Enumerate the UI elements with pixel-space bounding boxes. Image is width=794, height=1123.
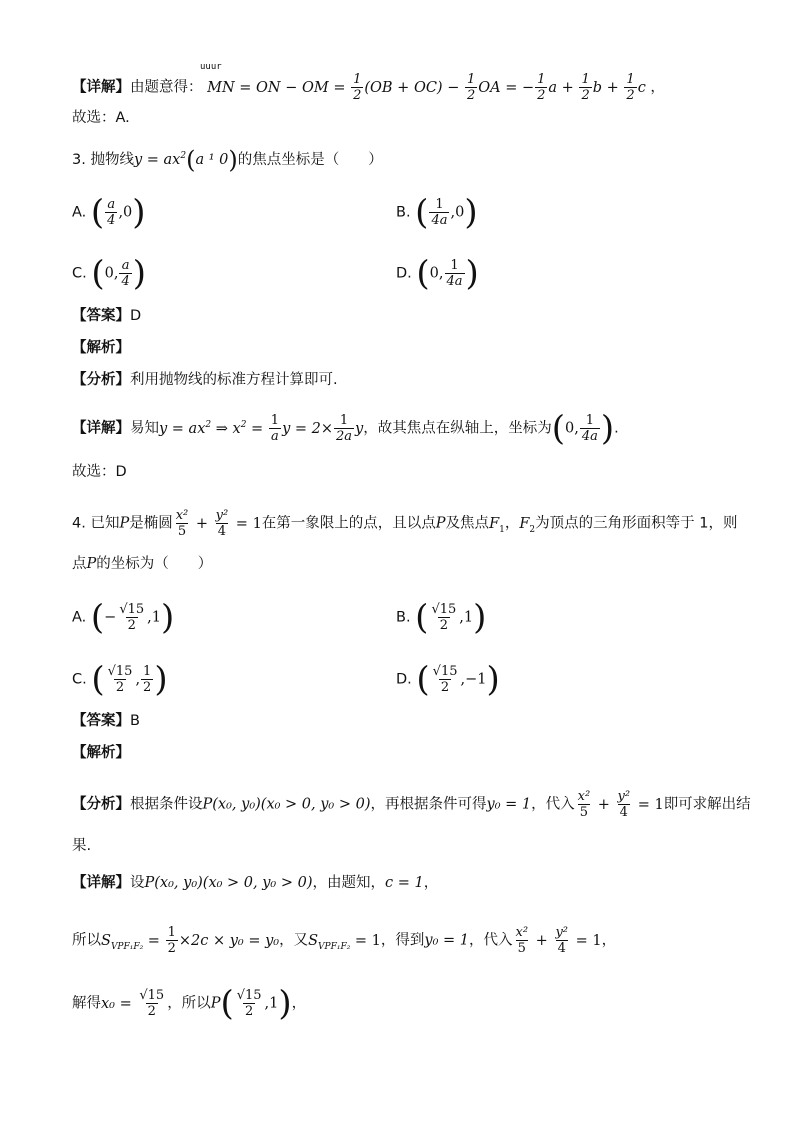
q3-answer <box>72 306 141 326</box>
vec-oa: OA <box>478 79 501 96</box>
fraction: $\frac{1}{2}$ <box>581 72 590 103</box>
choice-line-1 <box>72 108 130 128</box>
stem-text: 在第一象限上的点，且以点 <box>261 515 436 532</box>
q3-option-c[interactable]: C. (0, $\frac{a}{4}$ ) <box>72 253 146 294</box>
vec-on: ON <box>256 79 281 96</box>
detail-text: 解得 <box>72 995 101 1012</box>
stem-text: 为顶点的三角形面积等于 1，则 <box>535 515 738 532</box>
parabola-formula: $y = ax^2$ <box>133 151 187 168</box>
eq-sign: = <box>328 79 351 96</box>
q3-choice <box>72 462 127 482</box>
fenxi-text: 利用抛物线的标准方程计算即可. <box>130 372 338 388</box>
question-4-stem-2: 点P的坐标为（ ） <box>72 556 213 572</box>
q4-option-d[interactable]: D. ( $\frac{√15}{2}$ ,−1) <box>396 659 500 700</box>
fenxi-text: ，再根据条件可得 <box>370 796 487 813</box>
vector-arrow-marks <box>200 62 222 72</box>
detail-tag: 【详解】 <box>72 79 130 96</box>
detail-text: ，故其焦点在纵轴上，坐标为 <box>363 420 552 437</box>
var-a: a <box>548 79 558 96</box>
plus-sign: + <box>602 79 624 96</box>
fraction: $\frac{1}{2}$ <box>466 72 476 103</box>
fenxi-tag: 【分析】 <box>72 372 130 388</box>
q3-option-b[interactable]: B. ( $\frac{1}{4a}$ ,0) <box>396 192 478 233</box>
q3-analysis <box>72 338 130 358</box>
detail-text: 由题意得： <box>130 79 203 96</box>
analysis-tag: 【解析】 <box>72 340 130 356</box>
fenxi-text: 即可求解出结 <box>663 796 751 813</box>
question-number: 3. <box>72 152 86 168</box>
paren-sum: (OB + OC) <box>364 79 443 96</box>
option-label: D. <box>396 671 412 688</box>
q3-fenxi <box>72 370 338 390</box>
q4-detail-3: 解得x₀ = $\frac{√15}{2}$ ，所以P( $\frac{√15}{2}$ ,1)， <box>72 983 307 1024</box>
fenxi-text: ，代入 <box>531 796 575 813</box>
vec-om: OM <box>301 79 329 96</box>
fraction: $\frac{1}{2}$ <box>626 72 635 103</box>
option-label: C. <box>72 265 87 282</box>
q4-answer <box>72 711 140 731</box>
minus-sign: − <box>442 79 464 96</box>
option-label: A. <box>72 204 87 221</box>
answer-tag: 【答案】 <box>72 713 130 729</box>
var-b: b <box>592 79 603 96</box>
condition: a ¹ 0 <box>195 152 229 168</box>
detail-text: ，代入 <box>469 932 513 949</box>
option-label: B. <box>396 609 411 626</box>
fenxi-tag: 【分析】 <box>72 796 130 813</box>
question-4-stem-1: 4. 已知P是椭圆 $\frac{\text{x²}}{5}$ + $\frac{\text{y²}}{4}$ = 1在第一象限上的点，且以点P及焦点$F_1$，$F_2$为顶点的三角形面积等于 1，则 <box>72 508 738 539</box>
option-label: A. <box>72 609 87 626</box>
answer-value: D <box>130 308 142 324</box>
q4-detail-2: 所以$S_{VPF_1F_2}$ = $\frac{1}{2}$ ×2c × y₀ = y₀，又$S_{VPF_1F_2} = 1$，得到y₀ = 1，代入 $\frac{\text{x²}}{5}$ + $\frac{\text{y²}}{4}$ = 1， <box>72 925 617 956</box>
q4-option-c[interactable]: C. ( $\frac{√15}{2}$ , $\frac{1}{2}$ ) <box>72 659 168 700</box>
q3-detail: 【详解】易知$y = ax^2$ ⇒ $x^2$ = $\frac{1}{a}$ y = 2× $\frac{1}{2a}$ y，故其焦点在纵轴上，坐标为(0, $\frac{1}{4a}$ ). <box>72 408 619 449</box>
q4-analysis <box>72 743 130 763</box>
stem-text: 及焦点 <box>445 515 490 532</box>
detail-text: 设 <box>130 875 145 891</box>
option-label: B. <box>396 204 411 221</box>
fraction: $\frac{1}{2}$ <box>353 72 362 103</box>
punct: ， <box>650 79 665 96</box>
stem-text: 是椭圆 <box>129 515 173 532</box>
minus-sign: − <box>280 79 302 96</box>
q4-option-a[interactable]: A. (− $\frac{√15}{2}$ ,1) <box>72 597 175 638</box>
detail-line-vectors <box>72 72 665 103</box>
q3-option-d[interactable]: D. (0, $\frac{1}{4a}$ ) <box>396 253 479 294</box>
option-label: D. <box>396 265 412 282</box>
fraction: $\frac{1}{2}$ <box>537 72 546 103</box>
stem-text: 抛物线 <box>90 152 134 168</box>
detail-text: ，又 <box>279 932 309 949</box>
vec-mn: MN <box>207 79 235 96</box>
q4-fenxi-2 <box>72 836 91 856</box>
arrow-mark: uuur <box>200 62 222 72</box>
analysis-tag: 【解析】 <box>72 745 130 761</box>
q3-option-a[interactable]: A. ( $\frac{a}{4}$ ,0) <box>72 192 146 233</box>
fenxi-text: 果. <box>72 838 92 854</box>
detail-text: 易知 <box>130 420 159 437</box>
option-label: C. <box>72 671 87 688</box>
detail-tag: 【详解】 <box>72 420 130 437</box>
eq-sign: = − <box>500 79 535 96</box>
detail-text: ，所以 <box>167 995 211 1012</box>
detail-text: ，得到 <box>380 932 425 949</box>
detail-text: 所以 <box>72 932 101 949</box>
detail-text: ，由题知， <box>312 875 385 891</box>
eq-sign: = <box>234 79 257 96</box>
question-3-stem: 3. 抛物线$y = ax^2(a$ ¹ 0)的焦点坐标是（ ） <box>72 146 383 174</box>
var-c: c <box>637 79 646 96</box>
choice-text: 故选：A. <box>72 110 130 126</box>
answer-value: B <box>130 713 140 729</box>
q4-detail-1: 【详解】设P(x₀, y₀)(x₀ > 0, y₀ > 0)，由题知，c = 1， <box>72 875 439 891</box>
q4-fenxi: 【分析】根据条件设P(x₀, y₀)(x₀ > 0, y₀ > 0)，再根据条件可得y₀ = 1，代入 $\frac{\text{x²}}{5}$ + $\frac{\text{y²}}{4}$ = 1即可求解出结 <box>72 789 751 820</box>
stem-text: 的坐标为（ ） <box>96 556 213 572</box>
vector-equation <box>207 72 650 103</box>
question-number: 4. <box>72 515 86 532</box>
choice-text: 故选：D <box>72 464 127 480</box>
answer-tag: 【答案】 <box>72 308 130 324</box>
stem-text: 点 <box>72 556 87 572</box>
q4-option-b[interactable]: B. ( $\frac{√15}{2}$ ,1) <box>396 597 487 638</box>
stem-text: 的焦点坐标是（ ） <box>237 152 383 168</box>
fenxi-text: 根据条件设 <box>130 796 203 813</box>
detail-tag: 【详解】 <box>72 875 130 891</box>
stem-text: 已知 <box>90 515 120 532</box>
plus-sign: + <box>557 79 579 96</box>
